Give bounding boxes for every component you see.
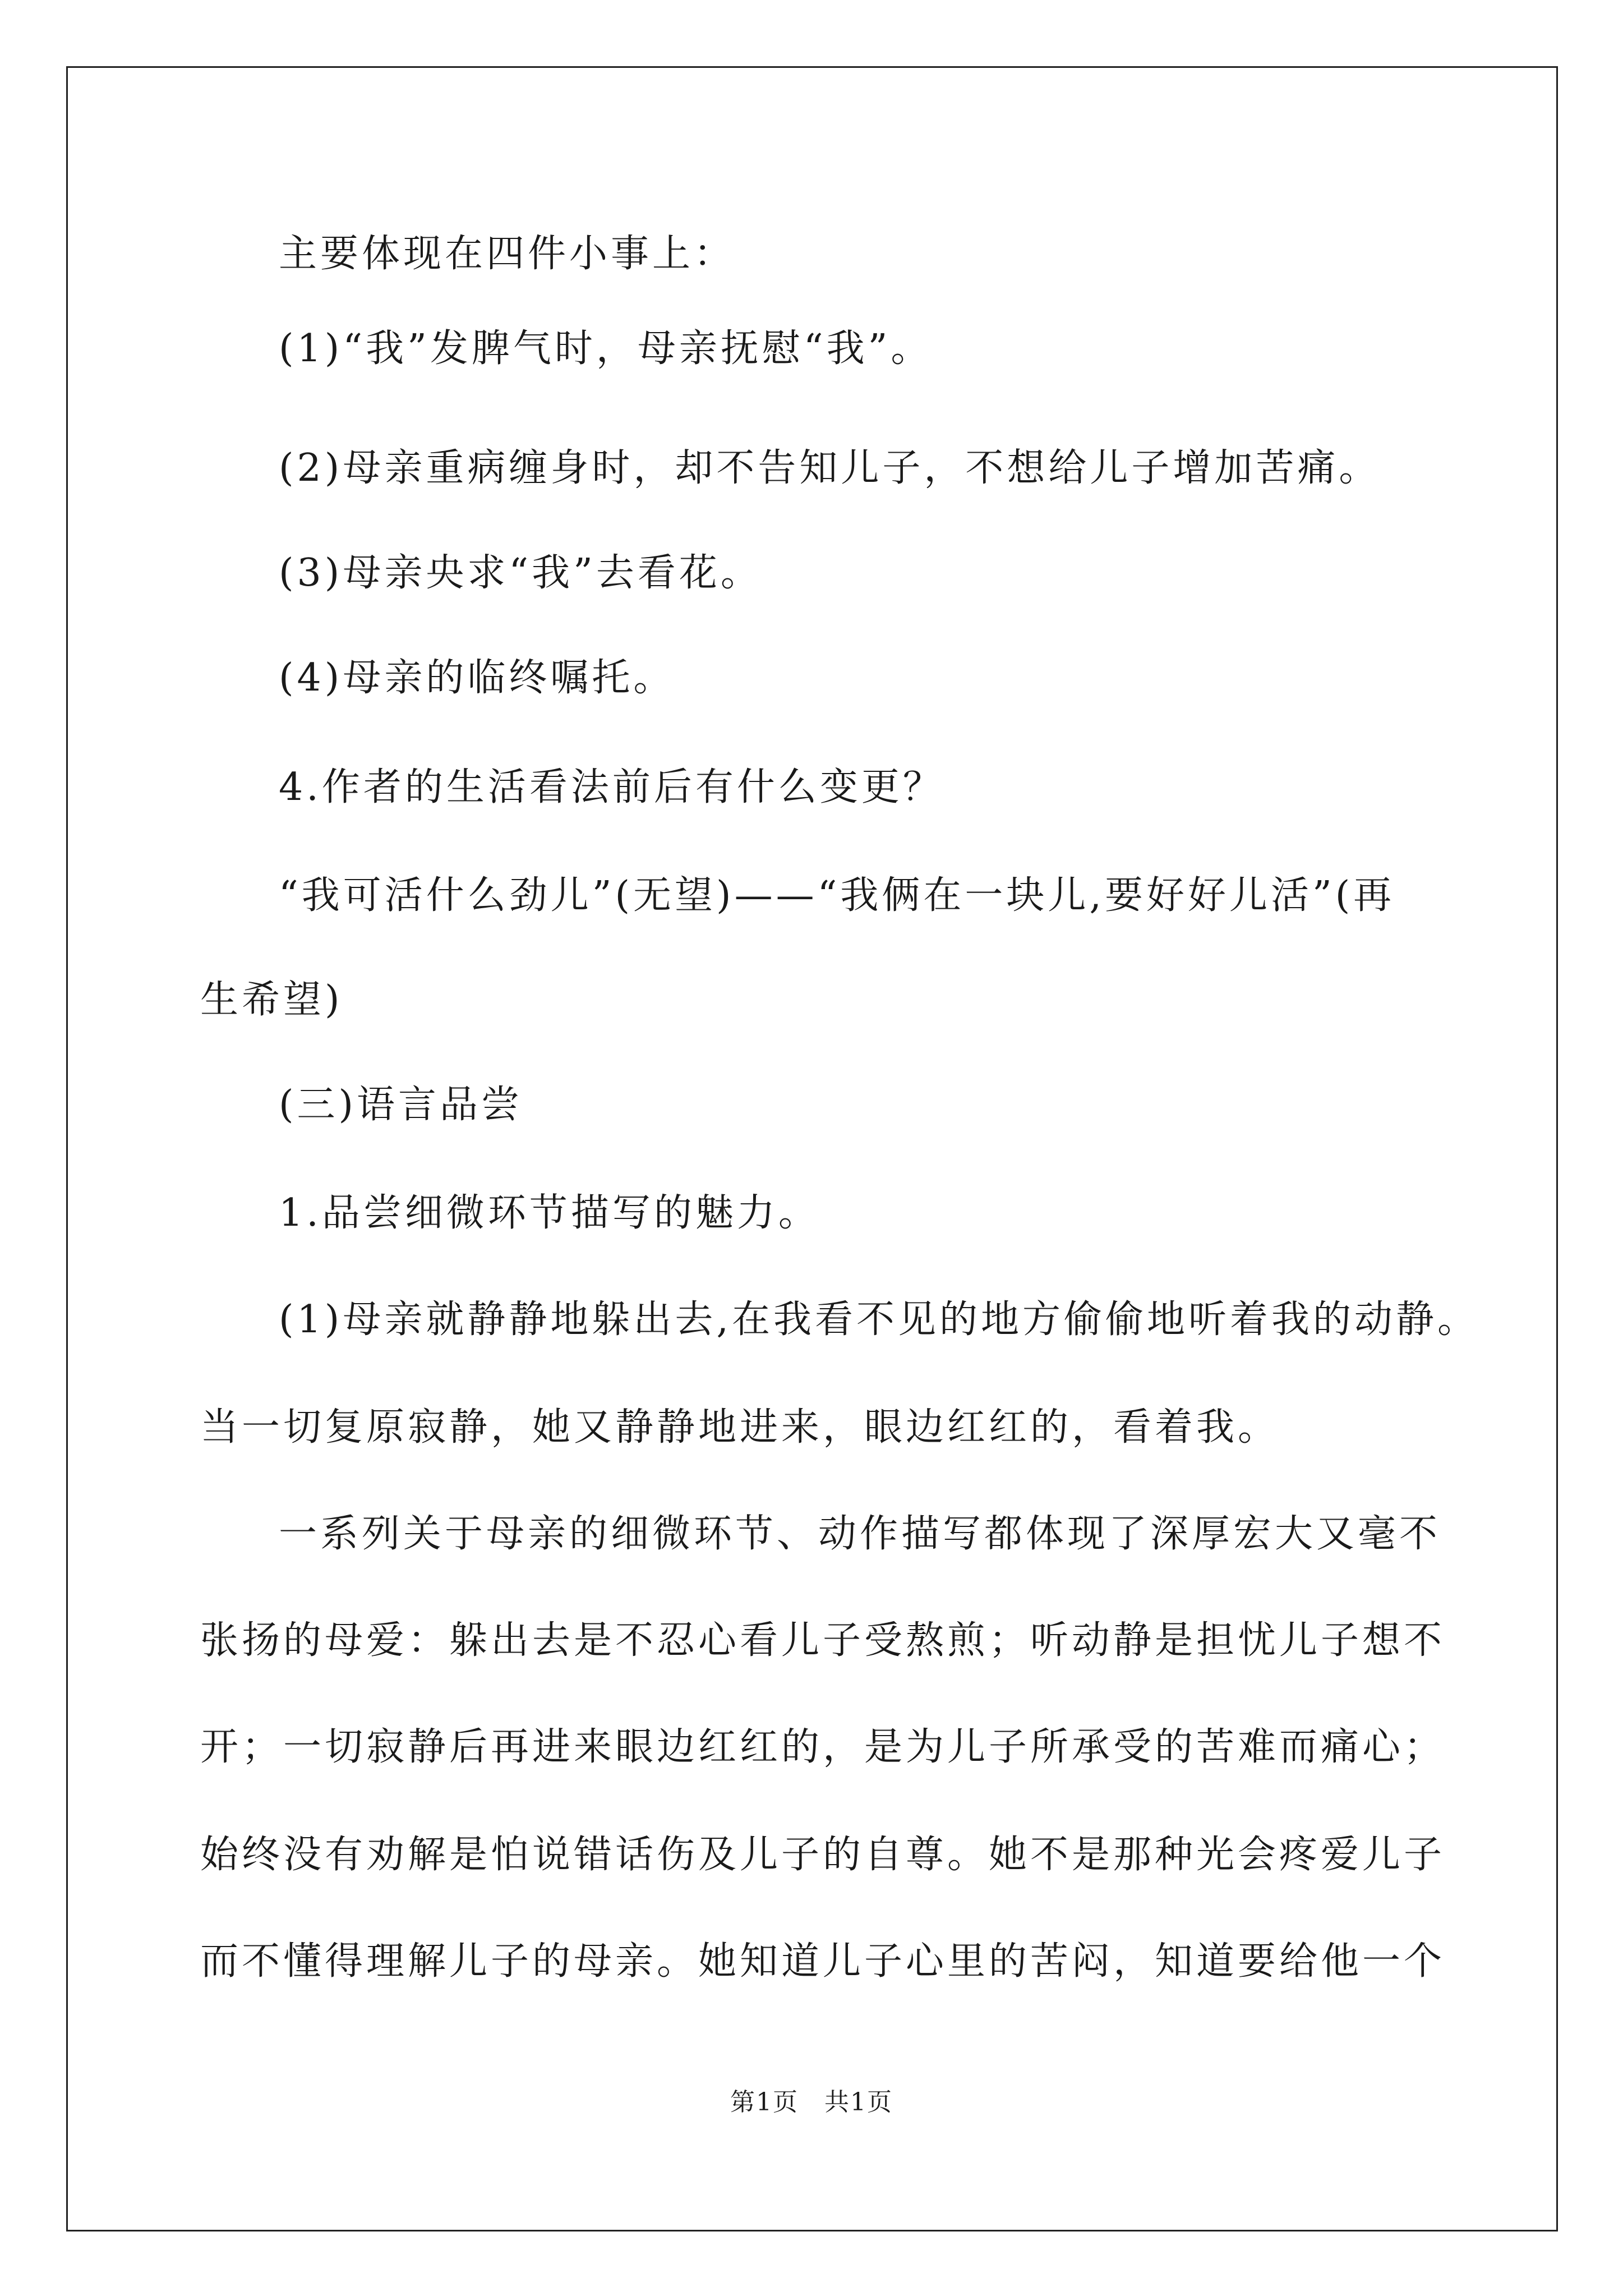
list-item: (1)“我”发脾气时，母亲抚慰“我”。 (279, 326, 933, 371)
quote-line: (1)母亲就静静地躲出去,在我看不见的地方偷偷地听着我的动静。 (279, 1297, 1479, 1342)
paragraph-line: 一系列关于母亲的细微环节、动作描写都体现了深厚宏大又毫不 (279, 1512, 1441, 1556)
page-border (66, 66, 1558, 2231)
question-heading: 4.作者的生活看法前后有什么变更？ (279, 765, 944, 809)
paragraph-line: 而不懂得理解儿子的母亲。她知道儿子心里的苦闷，知道要给他一个 (200, 1939, 1446, 1984)
list-item: (4)母亲的临终嘱托。 (279, 656, 675, 700)
page-number-footer: 第1页 共1页 (730, 2088, 893, 2116)
quote-line: 当一切复原寂静，她又静静地进来，眼边红红的，看着我。 (200, 1405, 1280, 1450)
paragraph-line: 开；一切寂静后再进来眼边红红的，是为儿子所承受的苦难而痛心； (200, 1725, 1446, 1769)
paragraph-line: 主要体现在四件小事上： (279, 232, 736, 276)
section-heading: (三)语言品尝 (279, 1083, 523, 1127)
list-item: (3)母亲央求“我”去看花。 (279, 551, 762, 595)
question-heading: 1.品尝细微环节描写的魅力。 (279, 1191, 820, 1235)
paragraph-line: 始终没有劝解是怕说错话伤及儿子的自尊。她不是那种光会疼爱儿子 (200, 1833, 1446, 1877)
paragraph-line: 张扬的母爱：躲出去是不忍心看儿子受熬煎；听动静是担忧儿子想不 (200, 1618, 1446, 1663)
list-item: (2)母亲重病缠身时，却不告知儿子，不想给儿子增加苦痛。 (279, 446, 1381, 490)
paragraph-line: 生希望) (200, 978, 343, 1022)
paragraph-line: “我可活什么劲儿”(无望)——“我俩在一块儿,要好好儿活”(再 (279, 873, 1395, 918)
